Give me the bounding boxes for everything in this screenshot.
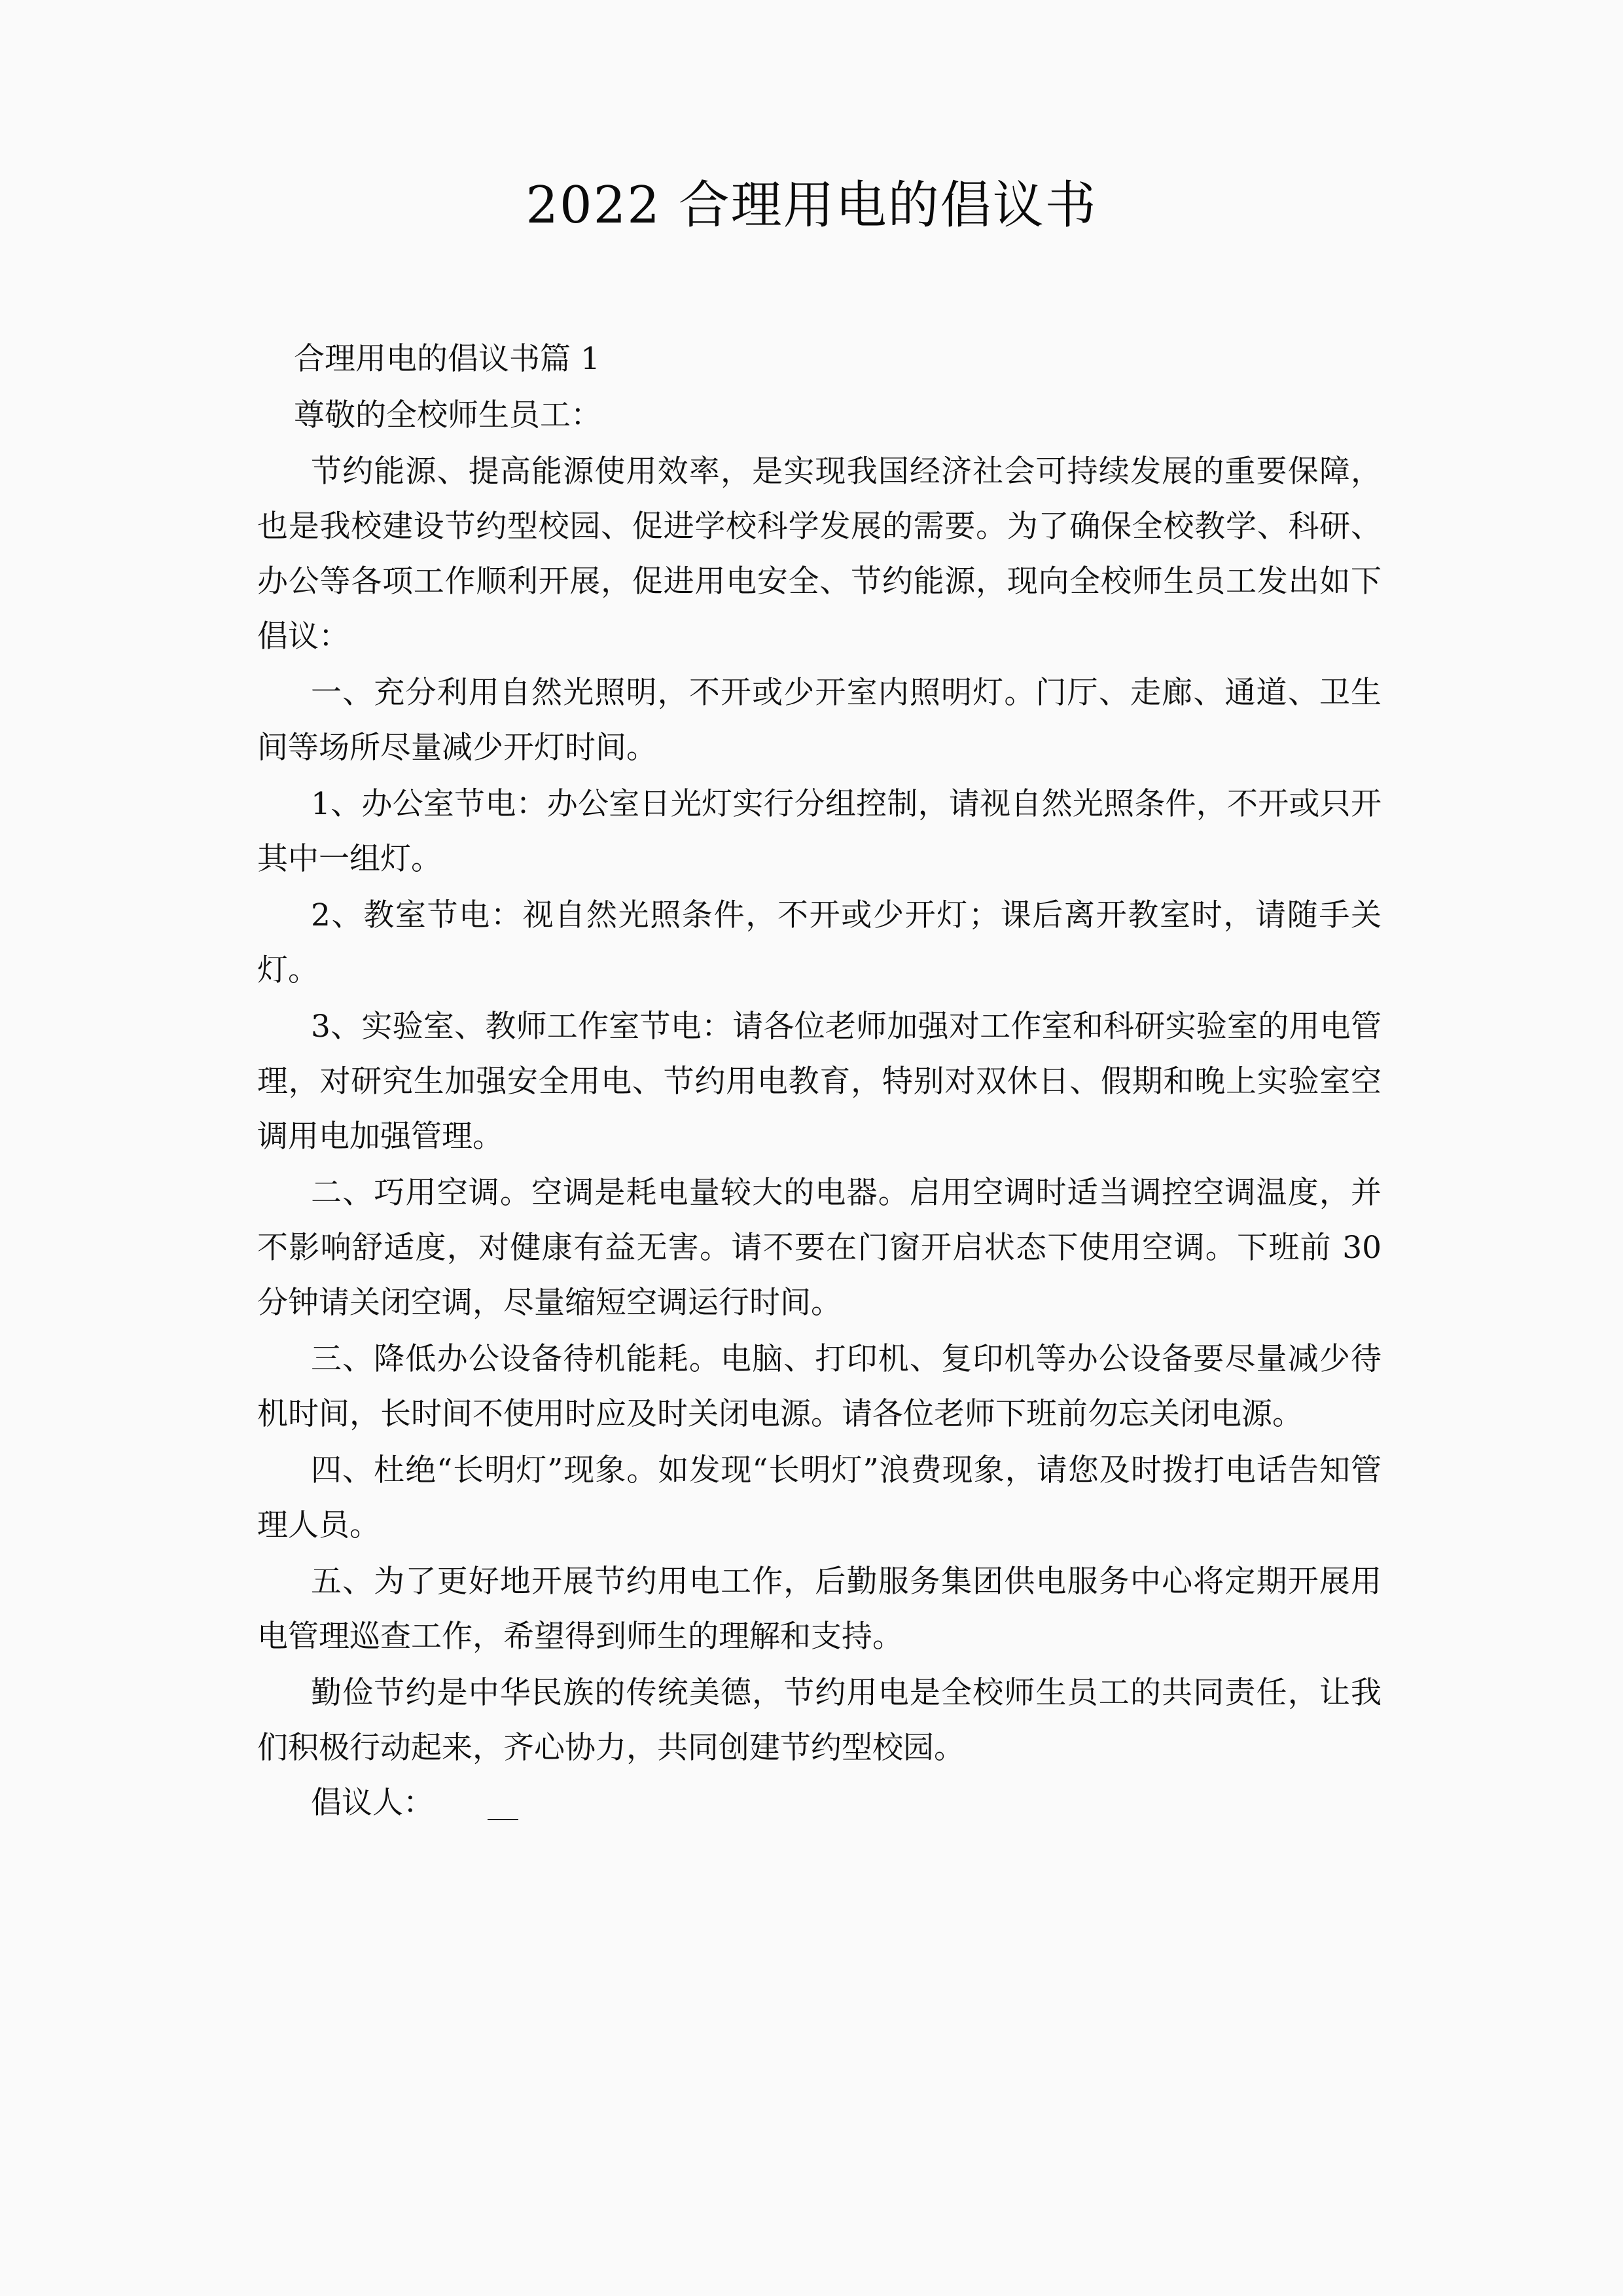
- page-title: 2022 合理用电的倡议书: [526, 176, 1097, 235]
- paragraph-closing: 勤俭节约是中华民族的传统美德，节约用电是全校师生员工的共同责任，让我们积极行动起来，齐心协力，共同创建节约型校园。: [257, 1675, 1382, 1766]
- paragraph-item-four: 四、杜绝“长明灯”现象。如发现“长明灯”浪费现象，请您及时拨打电话告知管理人员。: [257, 1452, 1382, 1543]
- paragraph-sub-one: 1、办公室节电：办公室日光灯实行分组控制，请视自然光照条件，不开或只开其中一组灯。: [257, 786, 1382, 877]
- salutation: 尊敬的全校师生员工：: [294, 397, 601, 433]
- paragraph-sub-three: 3、实验室、教师工作室节电：请各位老师加强对工作室和科研实验室的用电管理，对研究生加强安全用电、节约用电教育，特别对双休日、假期和晚上实验室空调用电加强管理。: [257, 1009, 1382, 1155]
- paragraph-sub-two: 2、教室节电：视自然光照条件，不开或少开灯；课后离开教室时，请随手关灯。: [257, 897, 1382, 988]
- signature-label: 倡议人：: [311, 1785, 434, 1821]
- paragraph-item-three: 三、降低办公设备待机能耗。电脑、打印机、复印机等办公设备要尽量减少待机时间，长时间不使用时应及时关闭电源。请各位老师下班前勿忘关闭电源。: [257, 1341, 1382, 1432]
- signature-line: [257, 1776, 1382, 1831]
- paragraph-item-two: 二、巧用空调。空调是耗电量较大的电器。启用空调时适当调控空调温度，并不影响舒适度，对健康有益无害。请不要在门窗开启状态下使用空调。下班前 30 分钟请关闭空调，尽量缩短空调运行时间。: [257, 1175, 1382, 1321]
- paragraph-item-five: 五、为了更好地开展节约用电工作，后勤服务集团供电服务中心将定期开展用电管理巡查工作，希望得到师生的理解和支持。: [257, 1564, 1382, 1655]
- signature-blank: __: [488, 1785, 518, 1821]
- paragraph-intro: 节约能源、提高能源使用效率，是实现我国经济社会可持续发展的重要保障，也是我校建设节约型校园、促进学校科学发展的需要。为了确保全校教学、科研、办公等各项工作顺利开展，促进用电安全、节约能源，现向全校师生员工发出如下倡议：: [257, 454, 1382, 655]
- section-heading: 合理用电的倡议书篇 1: [294, 341, 600, 377]
- document-body: [257, 332, 1382, 1831]
- paragraph-item-one: 一、充分利用自然光照明，不开或少开室内照明灯。门厅、走廊、通道、卫生间等场所尽量减少开灯时间。: [257, 675, 1382, 766]
